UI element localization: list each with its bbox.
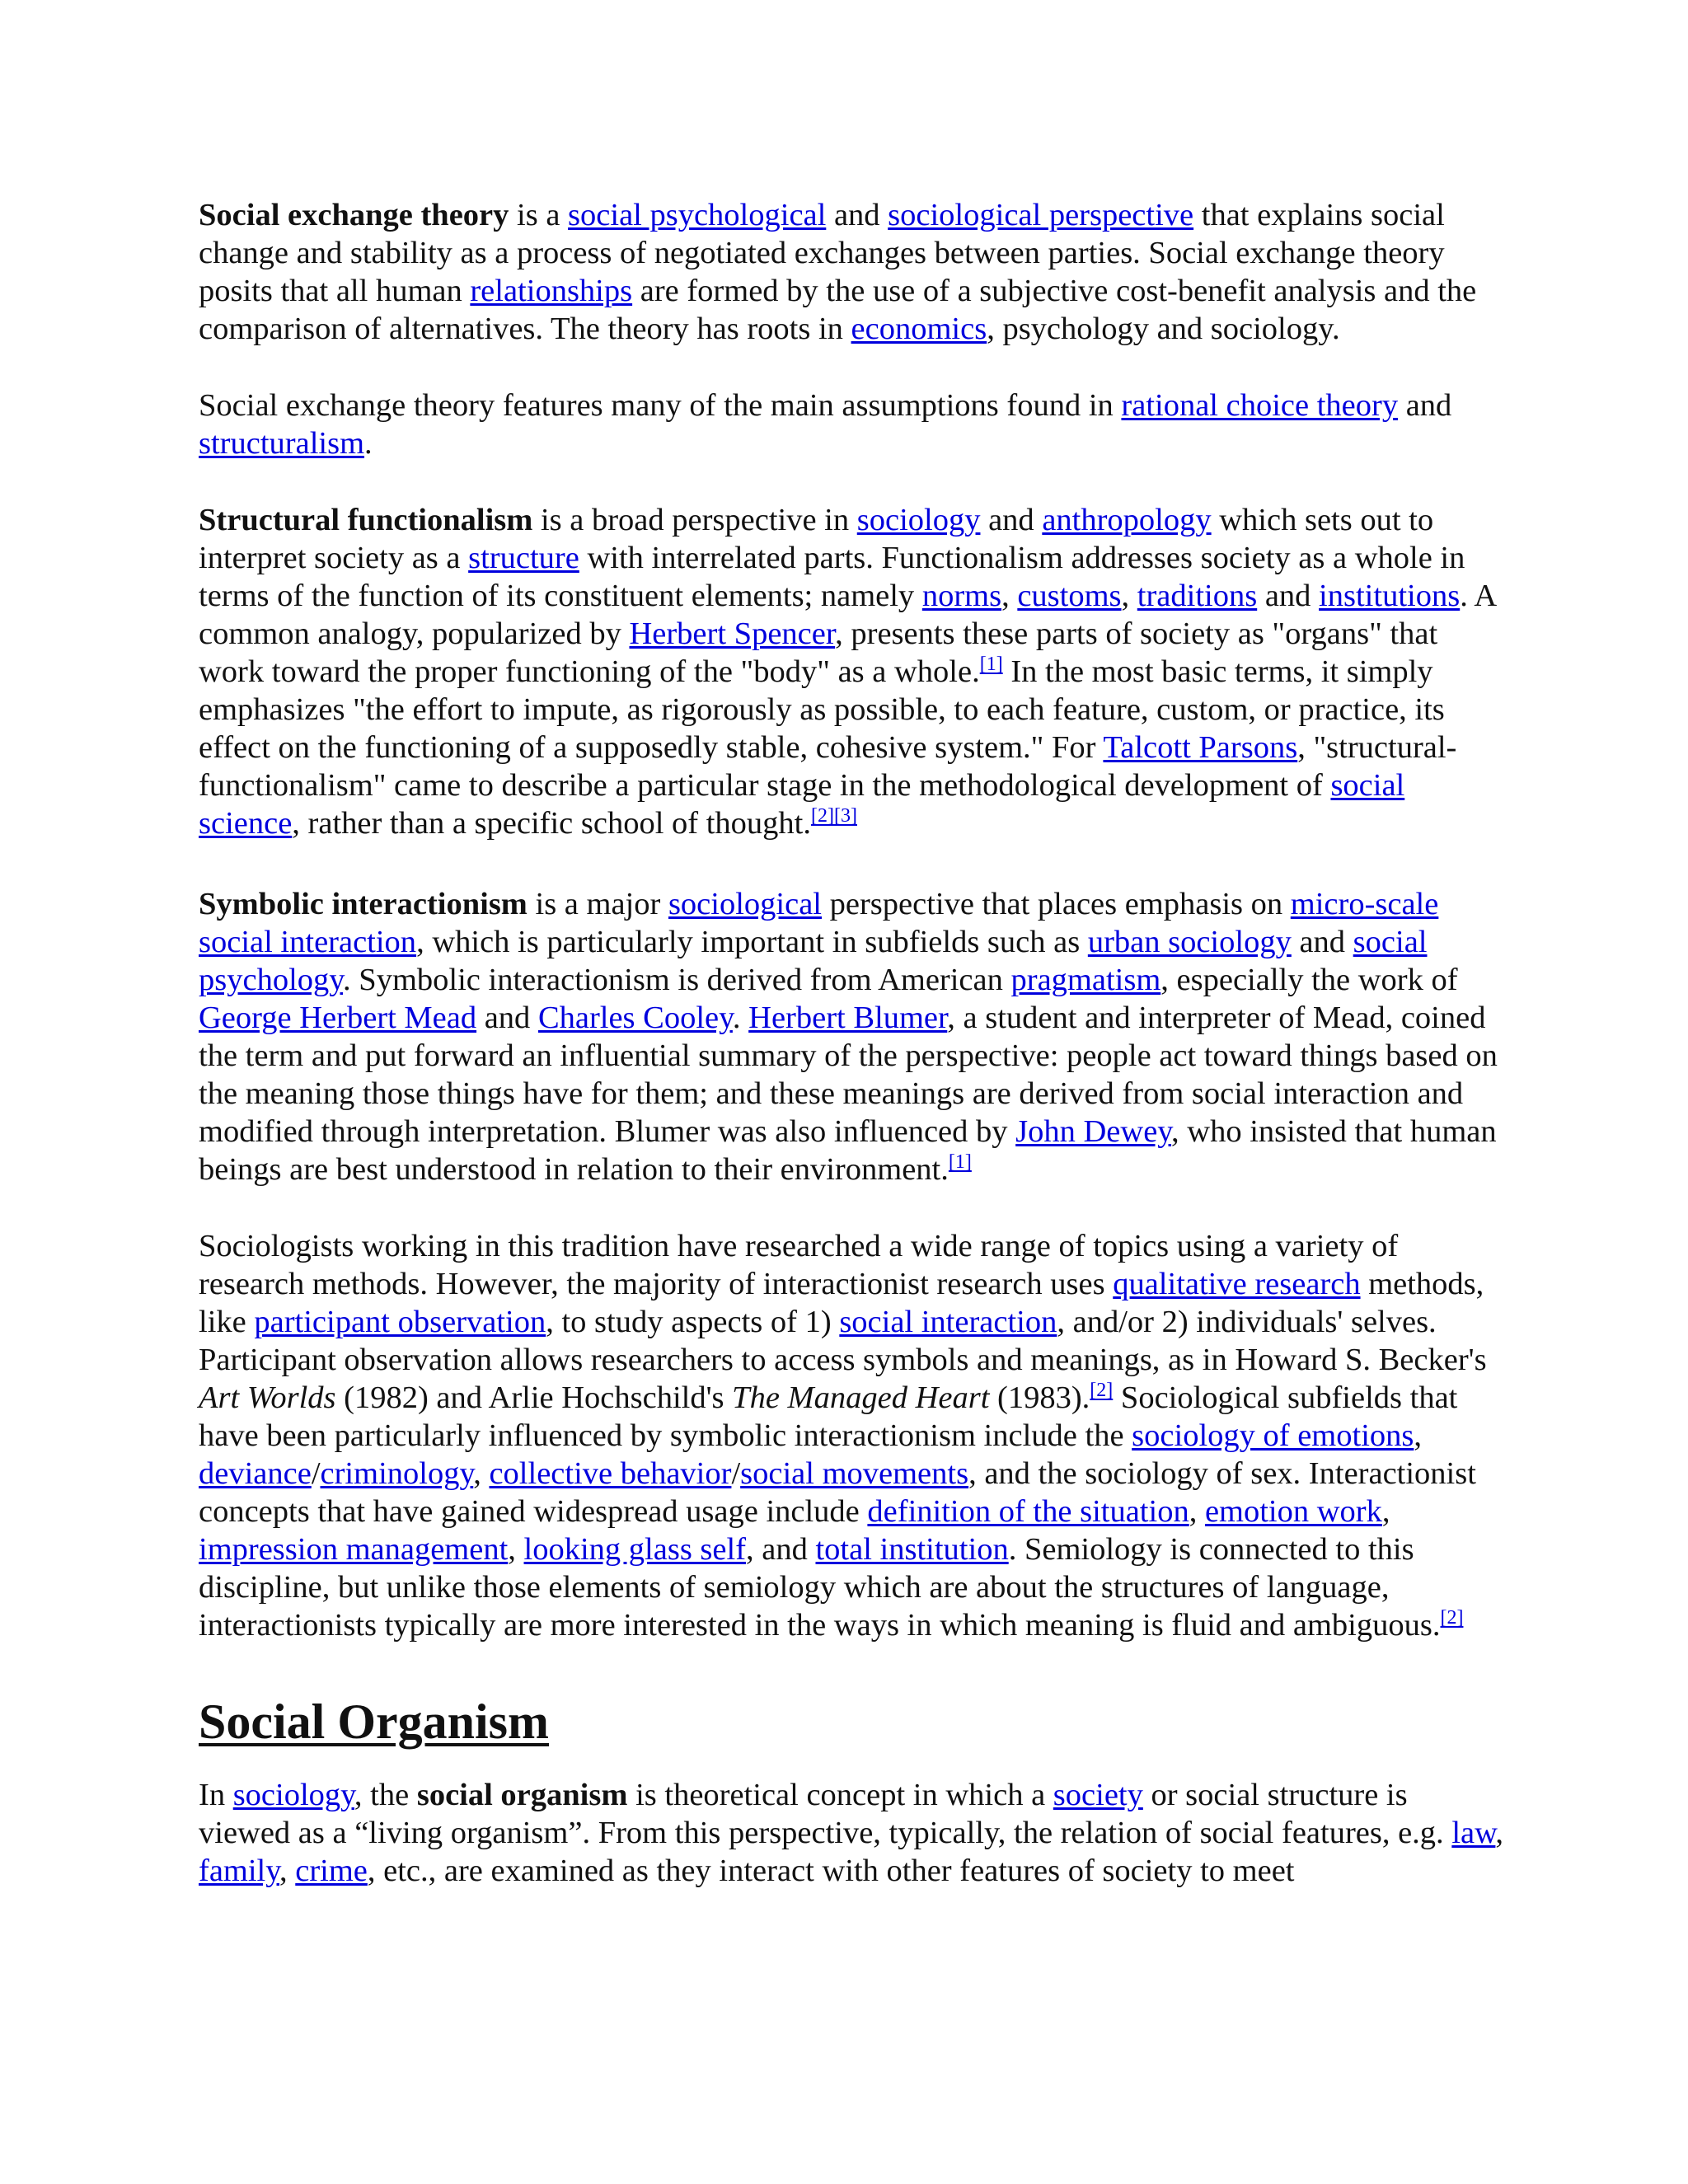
link-social-interaction[interactable]: social interaction: [839, 1305, 1057, 1339]
link-charles-cooley[interactable]: Charles Cooley: [537, 1001, 733, 1035]
link-pragmatism[interactable]: pragmatism: [1010, 963, 1161, 997]
link-sociology-of-emotions[interactable]: sociology of emotions: [1132, 1418, 1414, 1453]
citation-link[interactable]: [1]: [948, 1151, 972, 1173]
paragraph-structural-functionalism: Structural functionalism is a broad perspective in sociology and anthropology which sets out to interpret society as a structure with interrelated parts. Functionalism addresses society as a whole in terms of the function of its constituent elements; namely norms, customs, traditions and institutions. A common analogy, popularized by Herbert Spencer, presents these parts of society as "organs" that work toward the proper functioning of the "body" as a whole.[1] In the most basic terms, it simply emphasizes "the effort to impute, as rigorously as possible, to each feature, custom, or practice, its effect on the functioning of a supposedly stable, cohesive system." For Talcott Parsons, "structural-functionalism" came to describe a particular stage in the methodological development of social science, rather than a specific school of thought.[2][3]: [199, 503, 1496, 841]
link-george-herbert-mead[interactable]: George Herbert Mead: [199, 1001, 477, 1035]
term-symbolic-interactionism: Symbolic interactionism: [199, 887, 528, 921]
link-qualitative-research[interactable]: qualitative research: [1113, 1267, 1361, 1301]
paragraph-symbolic-interactionism: Symbolic interactionism is a major sociological perspective that places emphasis on micro-scale social interaction, which is particularly important in subfields such as urban sociology and social psychology. Symbolic interactionism is derived from American pragmatism, especially the work of George Herbert Mead and Charles Cooley. Herbert Blumer, a student and interpreter of Mead, coined the term and put forward an influential summary of the perspective: people act toward things based on the meaning those things have for them; and these meanings are derived from social interaction and modified through interpretation. Blumer was also influenced by John Dewey, who insisted that human beings are best understood in relation to their environment.[1]: [199, 887, 1498, 1187]
link-law[interactable]: law: [1451, 1816, 1496, 1850]
link-sociological[interactable]: sociological: [668, 887, 822, 921]
link-traditions[interactable]: traditions: [1137, 579, 1258, 613]
link-herbert-spencer[interactable]: Herbert Spencer: [629, 616, 836, 651]
link-society[interactable]: society: [1053, 1778, 1143, 1812]
link-urban-sociology[interactable]: urban sociology: [1087, 925, 1292, 959]
paragraph-social-exchange-assumptions: Social exchange theory features many of the main assumptions found in rational choice theory and structuralism.: [199, 388, 1452, 461]
link-collective-behavior[interactable]: collective behavior: [489, 1456, 732, 1491]
link-deviance[interactable]: deviance: [199, 1456, 312, 1491]
link-crime[interactable]: crime: [295, 1854, 368, 1888]
paragraph-interactionist-research: Sociologists working in this tradition have researched a wide range of topics using a variety of research methods. However, the majority of interactionist research uses qualitative research methods, like participant observation, to study aspects of 1) social interaction, and/or 2) individuals' selves. Participant observation allows researchers to access symbols and meanings, as in Howard S. Becker's Art Worlds (1982) and Arlie Hochschild's The Managed Heart (1983).[2] Sociological subfields that have been particularly influenced by symbolic interactionism include the sociology of emotions, deviance/criminology, collective behavior/social movements, and the sociology of sex. Interactionist concepts that have gained widespread usage include definition of the situation, emotion work, impression management, looking glass self, and total institution. Semiology is connected to this discipline, but unlike those elements of semiology which are about the structures of language, interactionists typically are more interested in the ways in which meaning is fluid and ambiguous.[2]: [199, 1229, 1487, 1643]
link-family[interactable]: family: [199, 1854, 279, 1888]
paragraph-social-exchange: Social exchange theory is a social psychological and sociological perspective that explains social change and stability as a process of negotiated exchanges between parties. Social exchange theory posits that all human relationships are formed by the use of a subjective cost-benefit analysis and the comparison of alternatives. The theory has roots in economics, psychology and sociology.: [199, 198, 1477, 346]
link-structuralism[interactable]: structuralism: [199, 426, 365, 461]
link-social-science[interactable]: social science: [199, 768, 1405, 841]
link-participant-observation[interactable]: participant observation: [254, 1305, 546, 1339]
link-sociology[interactable]: sociology: [856, 503, 981, 537]
link-social-interaction[interactable]: social interaction: [199, 925, 417, 959]
link-rational-choice-theory[interactable]: rational choice theory: [1121, 388, 1399, 423]
link-total-institution[interactable]: total institution: [815, 1532, 1009, 1567]
section-heading-social-organism: Social Organism: [199, 1694, 550, 1749]
title-the-managed-heart: The Managed Heart: [732, 1380, 990, 1415]
link-social-movements[interactable]: social movements: [740, 1456, 969, 1491]
link-structure[interactable]: structure: [468, 541, 579, 575]
paragraph-social-organism: In sociology, the social organism is theoretical concept in which a society or social structure is viewed as a “living organism”. From this perspective, typically, the relation of social features, e.g. law, family, crime, etc., are examined as they interact with other features of society to meet: [199, 1778, 1504, 1888]
link-john-dewey[interactable]: John Dewey: [1015, 1114, 1172, 1149]
link-emotion-work[interactable]: emotion work: [1204, 1494, 1382, 1529]
link-micro-scale[interactable]: micro-scale: [1290, 887, 1439, 921]
link-norms[interactable]: norms: [921, 579, 1002, 613]
link-relationships[interactable]: relationships: [470, 274, 633, 308]
link-anthropology[interactable]: anthropology: [1042, 503, 1212, 537]
citation-link[interactable]: [3]: [834, 805, 857, 827]
term-social-organism: social organism: [416, 1778, 628, 1812]
link-social-psychology[interactable]: social psychology: [199, 925, 1428, 997]
link-herbert-blumer[interactable]: Herbert Blumer: [748, 1001, 948, 1035]
link-institutions[interactable]: institutions: [1319, 579, 1461, 613]
link-social-psychological[interactable]: social psychological: [568, 198, 827, 232]
term-structural-functionalism: Structural functionalism: [199, 503, 533, 537]
document-body: [199, 196, 1505, 1890]
link-talcott-parsons[interactable]: Talcott Parsons: [1103, 730, 1298, 765]
citation-link[interactable]: [2]: [811, 805, 834, 827]
link-economics[interactable]: economics: [851, 312, 987, 346]
link-impression-management[interactable]: impression management: [199, 1532, 509, 1567]
title-art-worlds: Art Worlds: [199, 1380, 336, 1415]
link-looking-glass-self[interactable]: looking glass self: [523, 1532, 747, 1567]
link-criminology[interactable]: criminology: [320, 1456, 474, 1491]
citation-link[interactable]: [2]: [1440, 1607, 1464, 1629]
link-customs[interactable]: customs: [1017, 579, 1122, 613]
citation-link[interactable]: [1]: [979, 654, 1003, 675]
link-definition-of-the-situation[interactable]: definition of the situation: [867, 1494, 1189, 1529]
link-sociology[interactable]: sociology: [232, 1778, 354, 1812]
link-sociological-perspective[interactable]: sociological perspective: [888, 198, 1194, 232]
citation-link[interactable]: [2]: [1090, 1380, 1114, 1401]
term-social-exchange-theory: Social exchange theory: [199, 198, 509, 232]
